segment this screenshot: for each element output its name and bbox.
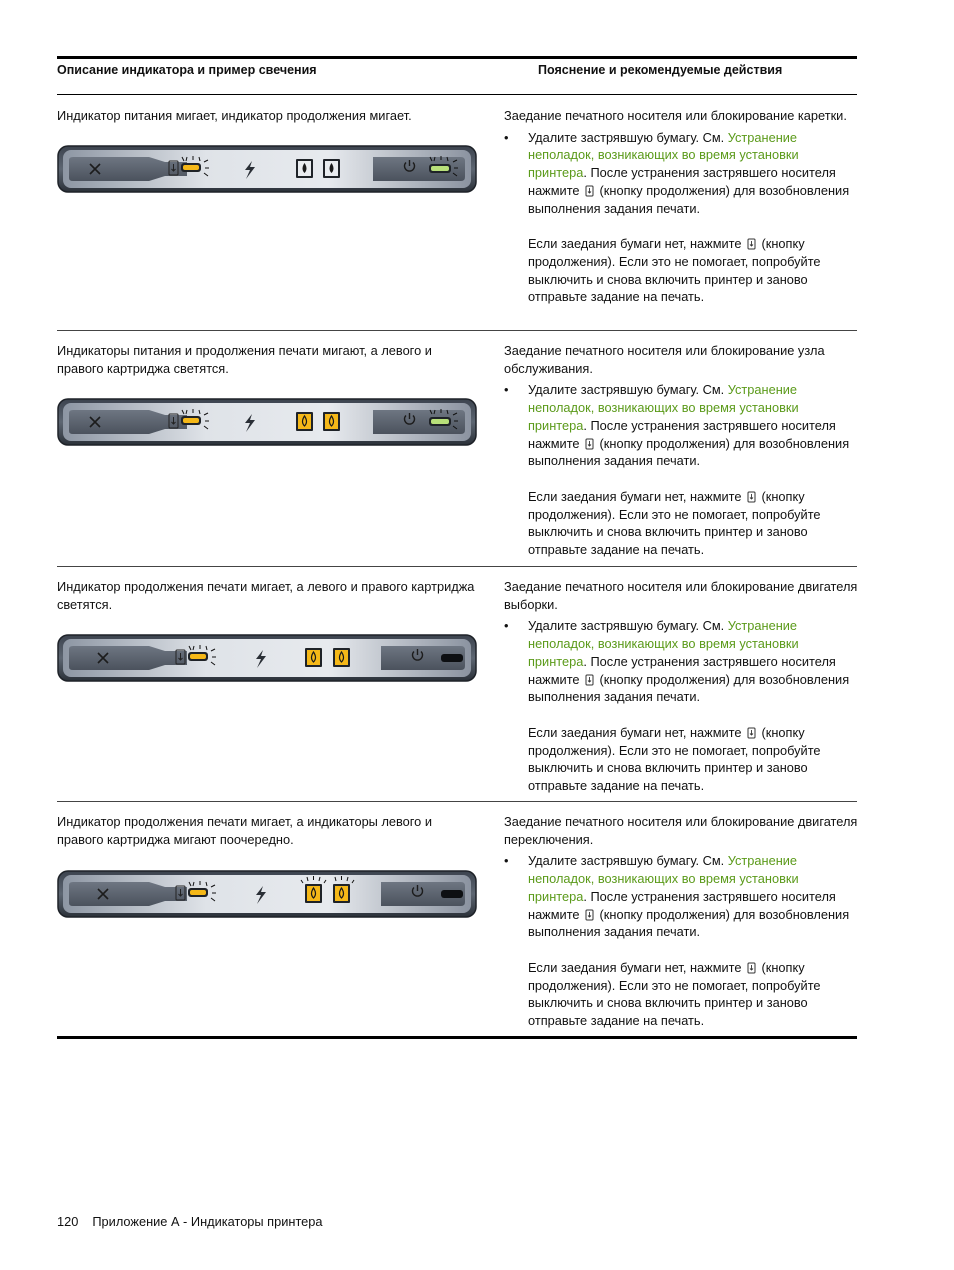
- action-text: (кнопку продолжения) для возобновления выполнения задания печати.: [528, 671, 850, 705]
- control-panel-illustration: [57, 870, 477, 916]
- right-cartridge-light: [323, 159, 340, 178]
- action-text: Если заедания бумаги нет, нажмите: [528, 724, 742, 740]
- indicator-description: Индикатор питания мигает, индикатор продолжения мигает.: [57, 108, 412, 123]
- action-list-item: [504, 129, 859, 306]
- troubleshooting-link[interactable]: Устранение неполадок, возникающих во время установки принтера: [528, 853, 799, 904]
- bullet: •: [504, 382, 509, 398]
- right-cartridge-light-on: [323, 412, 340, 431]
- action-text: (кнопку продолжения) для возобновления выполнения задания печати.: [528, 435, 850, 469]
- troubleshooting-link[interactable]: Устранение неполадок, возникающих во время установки принтера: [528, 382, 799, 433]
- resume-button-icon: [585, 909, 595, 921]
- table-row: [57, 95, 857, 330]
- power-light-off: [441, 654, 463, 662]
- action-text: Удалите застрявшую бумагу. См.: [528, 382, 725, 398]
- resume-button-icon: [585, 185, 595, 197]
- problem-text: Заедание печатного носителя или блокирование двигателя переключения.: [504, 814, 858, 847]
- problem-text: Заедание печатного носителя или блокирование каретки.: [504, 108, 847, 123]
- footer-title: Приложение А - Индикаторы принтера: [92, 1214, 323, 1229]
- resume-button-icon: [747, 727, 757, 739]
- action-list-item: [504, 381, 859, 558]
- bullet: •: [504, 853, 509, 869]
- action-text: Удалите застрявшую бумагу. См.: [528, 853, 725, 869]
- page-footer: [57, 1214, 323, 1229]
- column-header-description: Описание индикатора и пример свечения: [57, 63, 317, 77]
- resume-button-icon: [747, 962, 757, 974]
- right-cartridge-light-on: [333, 648, 350, 667]
- left-cartridge-light: [296, 159, 313, 178]
- indicator-description: Индикатор продолжения печати мигает, а левого и правого картриджа светятся.: [57, 579, 475, 612]
- action-text: Удалите застрявшую бумагу. См.: [528, 129, 725, 145]
- table-row: [57, 330, 857, 566]
- resume-button-icon: [747, 491, 757, 503]
- problem-text: Заедание печатного носителя или блокирование узла обслуживания.: [504, 343, 825, 376]
- control-panel-illustration: [57, 145, 477, 191]
- action-explanation: [504, 578, 859, 795]
- left-cartridge-light-on: [296, 412, 313, 431]
- resume-button-icon: [585, 674, 595, 686]
- troubleshooting-link[interactable]: Устранение неполадок, возникающих во время установки принтера: [528, 618, 799, 669]
- column-header-actions: Пояснение и рекомендуемые действия: [538, 63, 783, 77]
- troubleshooting-link[interactable]: Устранение неполадок, возникающих во время установки принтера: [528, 129, 799, 181]
- row-divider: [57, 801, 857, 802]
- indicator-description: Индикаторы питания и продолжения печати мигают, а левого и правого картриджа светятся.: [57, 343, 432, 376]
- action-text: . После устранения застрявшего носителя нажмите: [528, 417, 836, 451]
- action-text: . После устранения застрявшего носителя нажмите: [528, 165, 836, 198]
- action-text: (кнопку продолжения) для возобновления выполнения задания печати.: [528, 906, 850, 940]
- row-divider: [57, 566, 857, 567]
- action-text: (кнопку продолжения). Если это не помогает, попробуйте выключить и снова включить принтер и заново отправьте задание на печать.: [528, 959, 821, 1029]
- action-text: Если заедания бумаги нет, нажмите: [528, 236, 742, 252]
- page-number: 120: [57, 1214, 79, 1229]
- table-row: [57, 566, 857, 801]
- action-text: Удалите застрявшую бумагу. См.: [528, 618, 725, 634]
- table-top-rule: [57, 56, 857, 59]
- indicator-description: Индикатор продолжения печати мигает, а индикаторы левого и правого картриджа мигают поочередно.: [57, 814, 433, 847]
- action-list-item: [504, 852, 859, 1029]
- resume-button-icon: [585, 438, 595, 450]
- row-divider: [57, 330, 857, 331]
- action-explanation: [504, 342, 859, 559]
- action-text: (кнопку продолжения). Если это не помогает, попробуйте выключить и снова включить принтер и заново отправьте задание на печать.: [528, 724, 821, 794]
- table-row: [57, 801, 857, 1036]
- action-text: . После устранения застрявшего носителя нажмите: [528, 888, 836, 922]
- table-bottom-rule: [57, 1036, 857, 1039]
- action-text: Если заедания бумаги нет, нажмите: [528, 959, 742, 975]
- control-panel-illustration: [57, 398, 477, 444]
- problem-text: Заедание печатного носителя или блокирование двигателя выборки.: [504, 579, 858, 612]
- action-text: (кнопку продолжения) для возобновления выполнения задания печати.: [528, 182, 850, 216]
- left-cartridge-light-on: [305, 648, 322, 667]
- action-text: (кнопку продолжения). Если это не помогает, попробуйте выключить и снова включить принтер и заново отправьте задание на печать.: [528, 236, 821, 305]
- bullet: •: [504, 618, 509, 634]
- bullet: •: [504, 129, 509, 145]
- action-text: Если заедания бумаги нет, нажмите: [528, 488, 742, 504]
- action-explanation: [504, 813, 859, 1030]
- action-explanation: [504, 107, 859, 306]
- action-text: . После устранения застрявшего носителя нажмите: [528, 653, 836, 687]
- control-panel-illustration: [57, 634, 477, 680]
- action-list-item: [504, 617, 859, 794]
- resume-button-icon: [747, 238, 757, 250]
- power-light-off: [441, 890, 463, 898]
- action-text: (кнопку продолжения). Если это не помогает, попробуйте выключить и снова включить принтер и заново отправьте задание на печать.: [528, 488, 821, 558]
